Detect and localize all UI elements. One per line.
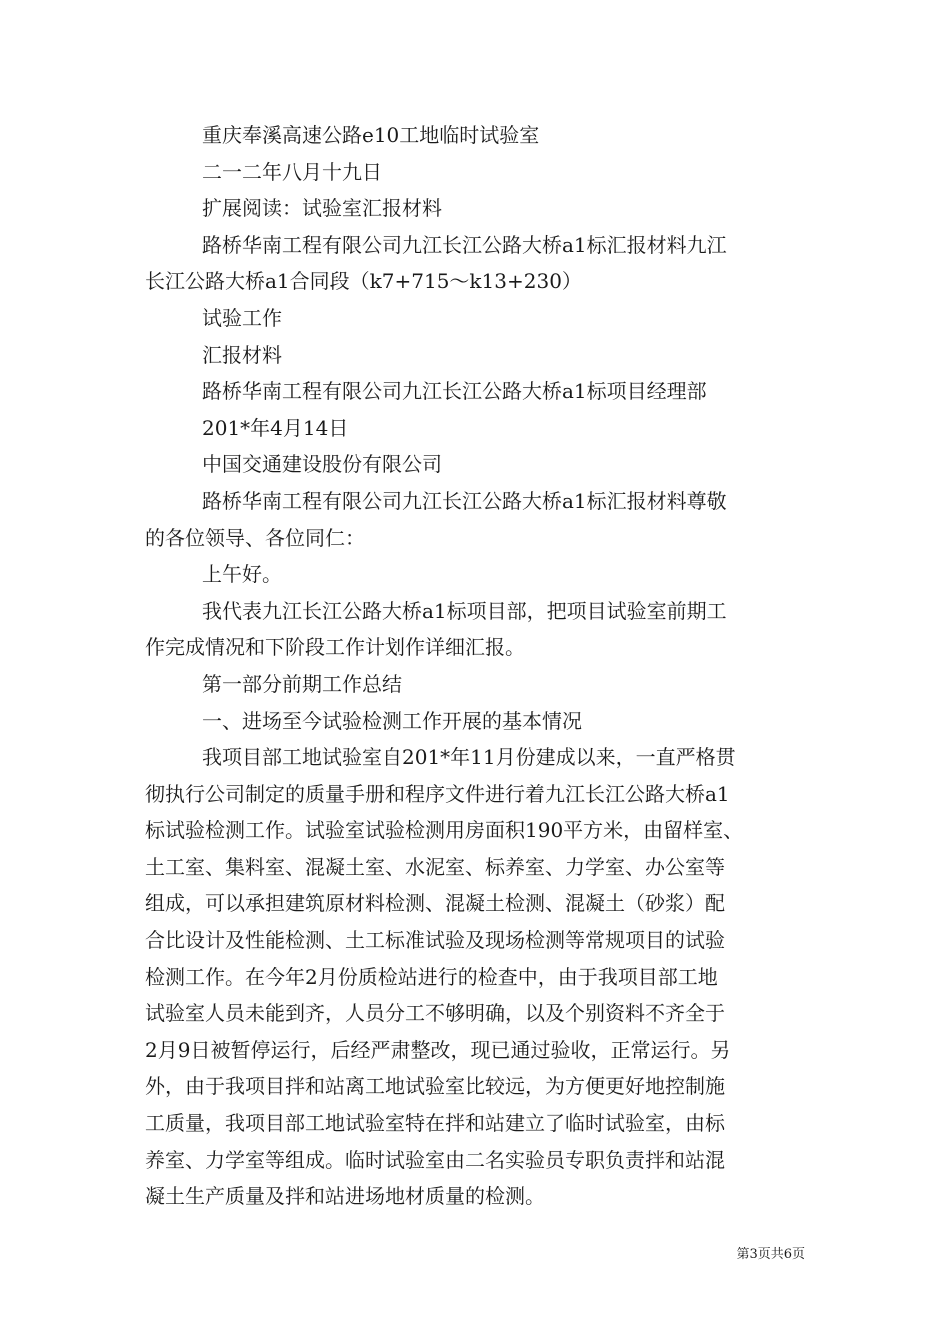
text-line: 路桥华南工程有限公司九江长江公路大桥a1标汇报材料尊敬: [202, 488, 727, 513]
text-line: 二一二年八月十九日: [202, 159, 382, 184]
text-line: 的各位领导、各位同仁：: [145, 525, 365, 550]
text-line: 汇报材料: [202, 342, 282, 367]
text-line: 合比设计及性能检测、土工标准试验及现场检测等常规项目的试验: [145, 928, 725, 953]
text-line: 路桥华南工程有限公司九江长江公路大桥a1标项目经理部: [202, 379, 707, 404]
text-line: 标试验检测工作。试验室试验检测用房面积190平方米，由留样室、: [145, 818, 744, 843]
text-line: 中国交通建设股份有限公司: [202, 452, 442, 477]
text-line: 作完成情况和下阶段工作计划作详细汇报。: [145, 635, 525, 660]
text-line: 试验工作: [202, 305, 282, 330]
text-line: 2月9日被暂停运行，后经严肃整改，现已通过验收，正常运行。另: [145, 1037, 731, 1062]
text-line: 组成，可以承担建筑原材料检测、混凝土检测、混凝土（砂浆）配: [145, 891, 725, 916]
text-line: 201*年4月14日: [202, 415, 349, 440]
text-line: 扩展阅读：试验室汇报材料: [202, 196, 442, 221]
text-line: 养室、力学室等组成。临时试验室由二名实验员专职负责拌和站混: [145, 1147, 725, 1172]
text-line: 上午好。: [202, 562, 282, 587]
text-line: 凝土生产质量及拌和站进场地材质量的检测。: [145, 1184, 545, 1209]
text-line: 土工室、集料室、混凝土室、水泥室、标养室、力学室、办公室等: [145, 854, 725, 879]
page-number: 第3页共6页: [736, 1247, 805, 1262]
text-line: 彻执行公司制定的质量手册和程序文件进行着九江长江公路大桥a1: [145, 781, 730, 806]
text-line: 长江公路大桥a1合同段（k7+715～k13+230）: [145, 269, 582, 294]
document-body: [145, 117, 805, 1215]
text-line: 我项目部工地试验室自201*年11月份建成以来，一直严格贯: [202, 745, 736, 770]
text-line: 路桥华南工程有限公司九江长江公路大桥a1标汇报材料九江: [202, 232, 727, 257]
text-line: 外，由于我项目拌和站离工地试验室比较远，为方便更好地控制施: [145, 1074, 725, 1099]
text-line: 试验室人员未能到齐，人员分工不够明确，以及个别资料不齐全于: [145, 1001, 725, 1026]
text-line: 我代表九江长江公路大桥a1标项目部，把项目试验室前期工: [202, 598, 727, 623]
text-line: 重庆奉溪高速公路e10工地临时试验室: [202, 123, 540, 147]
text-line: 检测工作。在今年2月份质检站进行的检查中，由于我项目部工地: [145, 964, 718, 989]
text-line: 第一部分前期工作总结: [202, 671, 402, 696]
text-line: 一、进场至今试验检测工作开展的基本情况: [202, 708, 582, 733]
text-line: 工质量，我项目部工地试验室特在拌和站建立了临时试验室，由标: [145, 1111, 725, 1136]
